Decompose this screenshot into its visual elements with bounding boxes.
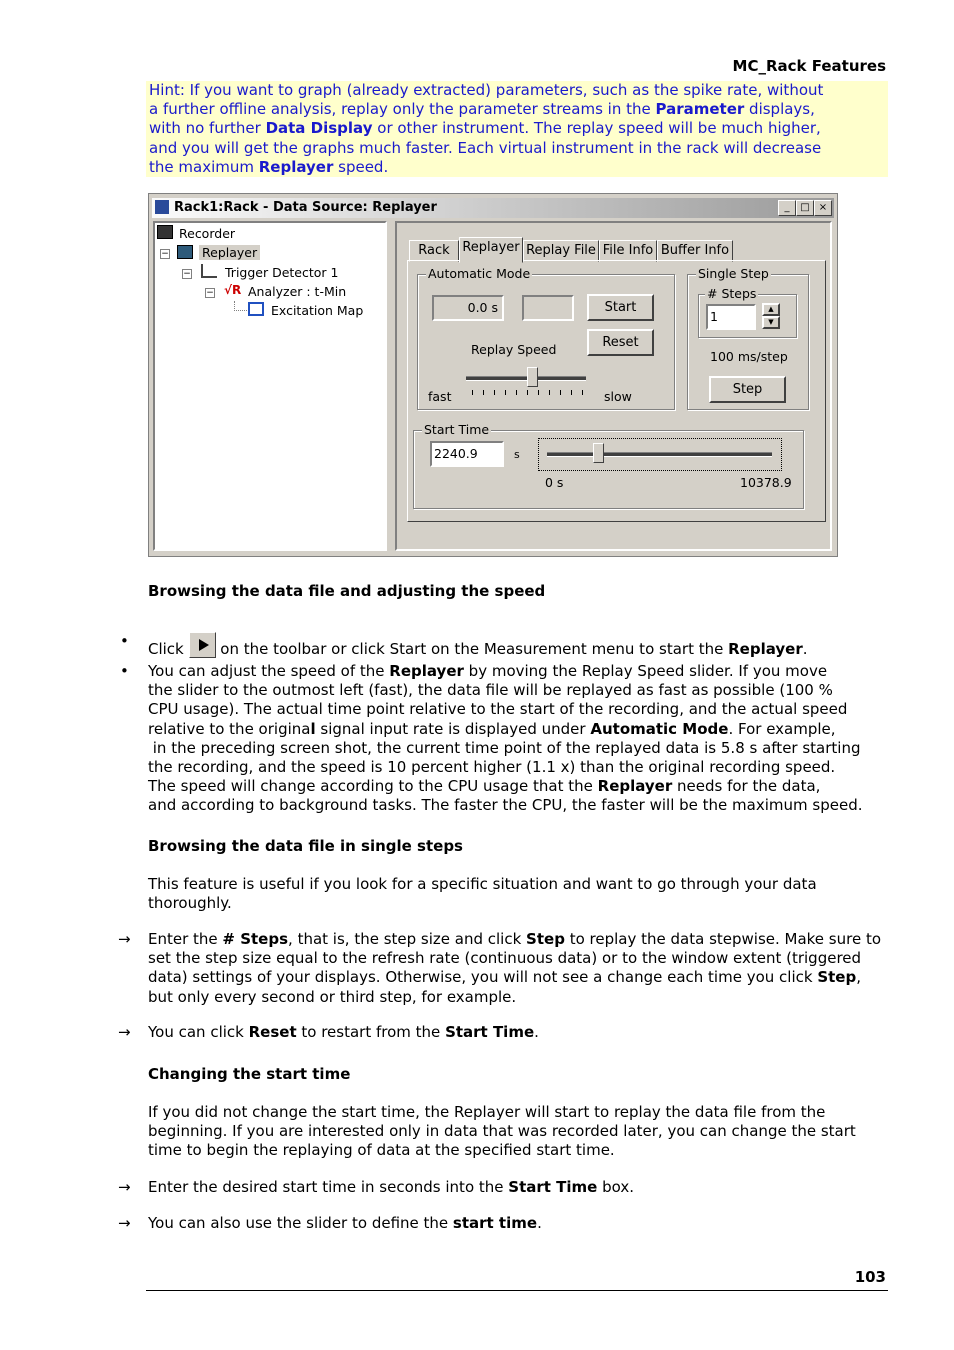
slider-tick — [527, 390, 528, 395]
collapse-icon[interactable]: − — [161, 249, 169, 259]
title-bar — [152, 198, 834, 218]
start-time-intro — [148, 1103, 888, 1161]
bullet-2-line: the recording, and the speed is 10 percent higher (1.1 x) than the original recording speed. — [148, 758, 836, 777]
page-number: 103 — [854, 1268, 886, 1286]
slider-tick — [538, 390, 539, 395]
automatic-mode-group — [417, 266, 675, 410]
heading-single-steps: Browsing the data file in single steps — [148, 837, 463, 855]
heading-browse-speed: Browsing the data file and adjusting the speed — [148, 582, 546, 600]
reset-button[interactable]: Reset — [587, 329, 654, 356]
bullet-2-line: relative to the original signal input rate is displayed under Automatic Mode. For example, — [148, 719, 836, 738]
steps-input[interactable]: 1 — [706, 304, 756, 330]
slider-tick — [472, 390, 473, 395]
single-steps-intro — [148, 875, 888, 913]
arrow-1: → — [118, 930, 131, 948]
tree-item-analyzer[interactable]: Analyzer : t-Min — [248, 284, 347, 299]
hint-line: a further offline analysis, replay only the parameter streams in the Parameter displays, — [149, 100, 815, 119]
tab-replayer[interactable]: Replayer — [459, 237, 523, 263]
bullet-1-text: Click on the toolbar or click Start on the Measurement menu to start the Replayer. — [148, 632, 888, 659]
start-time-unit: s — [514, 448, 520, 461]
footer-rule — [146, 1290, 888, 1291]
trigger-detector-icon — [201, 264, 217, 278]
single-step-group — [687, 266, 809, 410]
slider-tick — [505, 390, 506, 395]
tree-item-excitation-map[interactable]: Excitation Map — [271, 303, 364, 318]
bullet-2-line: You can adjust the speed of the Replayer by moving the Replay Speed slider. If you move — [148, 662, 828, 680]
replayer-window — [148, 193, 838, 557]
excitation-map-icon — [248, 302, 264, 316]
start-time-intro-line: time to begin the replaying of data at the specified start time. — [148, 1141, 615, 1160]
slider-tick — [571, 390, 572, 395]
running-header: MC_Rack Features — [732, 57, 886, 75]
arrow-2: → — [118, 1023, 131, 1041]
bullet-2-line: The speed will change according to the CPU usage that the Replayer needs for the data, — [148, 777, 821, 796]
start-time-slider-frame — [538, 438, 782, 471]
arrow-1-line: Enter the # Steps, that is, the step size and click Step to replay the data stepwise. Make sure to — [148, 930, 882, 948]
slider-tick — [549, 390, 550, 395]
single-steps-intro-line: thoroughly. — [148, 894, 232, 913]
bullet-2-text — [148, 662, 888, 816]
start-time-track — [547, 452, 772, 457]
arrow-3-text: Enter the desired start time in seconds into the Start Time box. — [148, 1178, 634, 1196]
step-button[interactable]: Step — [709, 376, 786, 403]
maximize-button[interactable]: □ — [796, 200, 814, 216]
start-time-intro-line: If you did not change the start time, the Replayer will start to replay the data file from the — [148, 1103, 826, 1121]
instrument-pane — [395, 221, 832, 551]
bullet-2-line: CPU usage). The actual time point relative to the start of the recording, and the actual speed — [148, 700, 848, 719]
hint-text — [146, 81, 888, 177]
start-time-intro-line: beginning. If you are interested only in data that was recorded later, you can change the start — [148, 1122, 856, 1141]
slider-tick — [494, 390, 495, 395]
tab-file-info[interactable]: File Info — [599, 240, 657, 262]
arrow-2-text: You can click Reset to restart from the Start Time. — [148, 1023, 539, 1041]
spin-up-button[interactable]: ▲ — [762, 303, 780, 316]
slow-label: slow — [604, 389, 632, 404]
fast-label: fast — [428, 389, 452, 404]
start-button[interactable]: Start — [587, 294, 654, 321]
start-time-slider[interactable] — [593, 443, 604, 463]
bullet-1: • — [120, 632, 129, 650]
collapse-icon[interactable]: − — [206, 288, 214, 298]
bullet-2-line: the slider to the outmost left (fast), the data file will be replayed as fast as possible (100 % — [148, 681, 833, 700]
replay-speed-slider[interactable] — [527, 367, 538, 387]
start-time-max-label: 10378.9 — [740, 475, 792, 490]
arrow-3: → — [118, 1178, 131, 1196]
arrow-1-text — [148, 930, 888, 1007]
single-steps-intro-line: This feature is useful if you look for a specific situation and want to go through your data — [148, 875, 817, 893]
heading-start-time: Changing the start time — [148, 1065, 351, 1083]
play-icon — [189, 632, 216, 658]
slider-tick — [516, 390, 517, 395]
arrow-4-text: You can also use the slider to define the start time. — [148, 1214, 542, 1232]
arrow-1-line: data) settings of your displays. Otherwise, you will not see a change each time you click Step, — [148, 968, 861, 987]
start-time-input[interactable]: 2240.9 — [430, 441, 504, 467]
replay-speed-label: Replay Speed — [471, 342, 557, 357]
slider-tick — [483, 390, 484, 395]
hint-line: the maximum Replayer speed. — [149, 157, 389, 176]
single-step-label: Single Step — [698, 266, 769, 281]
hint-line: with no further Data Display or other instrument. The replay speed will be much higher, — [149, 119, 821, 138]
time-readout: 0.0 s — [432, 295, 504, 321]
tree-item-trigger-detector[interactable]: Trigger Detector 1 — [225, 265, 339, 280]
arrow-1-line: but only every second or third step, for example. — [148, 987, 517, 1006]
bullet-2-line: in the preceding screen shot, the current time point of the replayed data is 5.8 s after starting — [148, 738, 861, 757]
steps-label: # Steps — [707, 286, 757, 301]
ms-per-step-label: 100 ms/step — [710, 349, 788, 364]
tab-buffer-info[interactable]: Buffer Info — [657, 240, 733, 262]
start-time-min-label: 0 s — [545, 475, 564, 490]
slider-tick — [582, 390, 583, 395]
window-title: Rack1:Rack - Data Source: Replayer — [174, 200, 437, 215]
bullet-2-line: and according to background tasks. The faster the CPU, the faster will be the maximum speed. — [148, 796, 863, 815]
close-button[interactable]: × — [814, 200, 832, 216]
bullet-2: • — [120, 662, 129, 680]
tree-item-recorder[interactable]: Recorder — [179, 226, 236, 241]
replayer-icon — [177, 245, 193, 259]
arrow-4: → — [118, 1214, 131, 1232]
hint-line: and you will get the graphs much faster. Each virtual instrument in the rack will decrease — [149, 138, 822, 157]
rack-tree — [153, 221, 387, 551]
analyzer-icon: √R — [224, 283, 242, 297]
collapse-icon[interactable]: − — [183, 269, 191, 279]
automatic-mode-label: Automatic Mode — [428, 266, 531, 281]
tab-body — [407, 260, 826, 522]
hint-box — [146, 81, 888, 177]
steps-group — [698, 286, 797, 338]
tab-replay-file[interactable]: Replay File — [523, 240, 599, 262]
recorder-icon — [157, 225, 173, 239]
spin-down-button[interactable]: ▼ — [762, 316, 780, 329]
arrow-1-line: set the step size equal to the refresh rate (continuous data) or to the window extent (triggered — [148, 949, 862, 968]
hint-line: Hint: If you want to graph (already extracted) parameters, such as the spike rate, without — [149, 81, 824, 99]
app-icon — [155, 200, 169, 214]
tree-item-replayer[interactable]: Replayer — [199, 245, 260, 260]
minimize-button[interactable]: _ — [778, 200, 796, 216]
speed-readout — [522, 295, 574, 321]
start-time-label: Start Time — [424, 422, 490, 437]
start-time-group — [413, 422, 804, 509]
tab-rack[interactable]: Rack — [409, 240, 459, 262]
slider-tick — [560, 390, 561, 395]
